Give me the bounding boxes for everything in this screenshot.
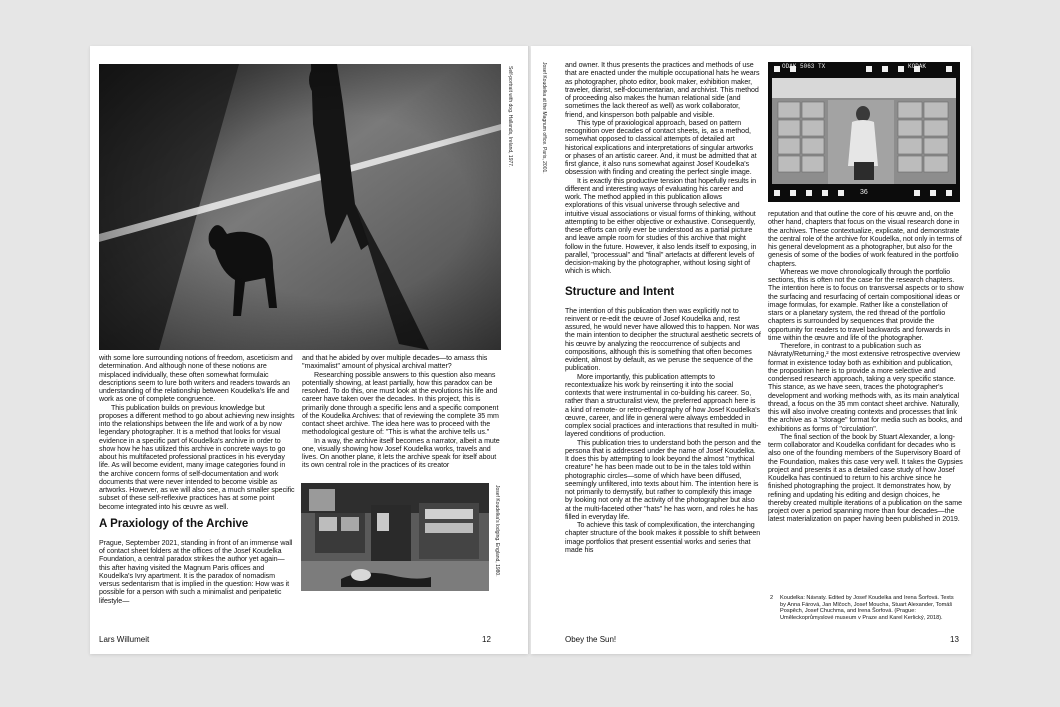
paragraph: This publication tries to understand both the person and the persona that is addressed under the name of Josef Koudelka. It does this by attempting to look beyond the almost "mythical creature" he has been made out to be in the tales told within photographic circles—some of which have been diffused, seemingly unfiltered, into texts about him. The intention here is not primarily to demystify, but rather to complexify this image by looking not only at the activity of the photographer but also at the multi-faceted other "hats" he has worn, and roles he has filled in everyday life.	[565, 438, 761, 521]
paragraph: This type of praxiological approach, based on pattern recognition over decades of contact sheets, is, as a method, somewhat opposed to classical attempts of detailed art historical explications and interpretations of singular artworks or phases of an artistic career. And, it must be admitted that at first glance, it also runs somewhat against Josef Koudelka's obsession with finding and creating the perfect single image.	[565, 118, 757, 177]
footnote-text: Koudelka: Návraty. Edited by Josef Koudelka and Irena Šorfová. Texts by Anna Fárová, Jan Mlčoch, Josef Moucha, Stuart Alexander, Tomáš Pospěch, Josef Chuchma, and Irena Šorfová. (Prague: Uměleckoprůmyslové museum v Praze and Karel Kerlický, 2018).	[780, 595, 954, 621]
paragraph: To achieve this task of complexification, the interchanging chapter structure of the book makes it possible to shift between image portfolios that present essential works and series that made his	[565, 521, 761, 554]
contact-sheet-frame-photo	[768, 62, 960, 202]
film-brand: KODAK	[908, 63, 927, 70]
paragraph: More importantly, this publication attempts to recontextualize his work by reinserting it into the social contexts that were instrumental in co-building his career. So, rather than a structuralist view, the preferred approach here is a kind of remote- or retro-ethnography of how Josef Koudelka's œuvre, career, and life in general were always embedded in complex social practices and interactions that resulted in multi-layered conditions of production.	[565, 372, 761, 439]
paragraph: Prague, September 2021, standing in front of an immense wall of contact sheet folders at the offices of the Josef Koudelka Foundation, a central paradox strikes the author yet again—this after having visited the Magnum Paris offices and Koudelka's Ivry apartment. It is the paradox of nomadism versus sedentarism that is implied in the question: How was it possible for a person with such a minimalist and peripatetic lifestyle—	[99, 538, 293, 605]
paragraph: Researching possible answers to this question also means potentially showing, at least partially, how this paradox can be resolved. To do this, one must look at the evolutions his life and career have taken over the decades. In this project, this is primarily done through a specific lens and a specific component of the Koudelka Archives: that of reviewing the complete 35 mm contact sheet archive. The idea here was to proceed with the methodological gesture of: "This is what the archive tells us."	[302, 370, 499, 437]
section-heading: Structure and Intent	[565, 285, 675, 298]
paragraph: Therefore, in contrast to a publication such as Návraty/Returning,² the most extensive retrospective overview format in existence today both as exhibition and publication, the proposition here is to provide a more selective and condensed research approach, taking a very specific stance. This stance, as we have seen, traces the photographer's development and working methods with, as its main analytical thread, a focus on the 35 mm contact sheet archive. Naturally, this will also involve creating contexts and processes that link the archive as a "storage" format for media such as books, and exhibitions as forms of "circulation".	[768, 342, 963, 433]
right-column-1	[565, 61, 761, 554]
frame-number: 36	[860, 189, 868, 196]
film-edge-code: ODAK 5063 TX	[782, 63, 826, 70]
section-heading: A Praxiology of the Archive	[99, 517, 249, 530]
page-number: 12	[482, 635, 491, 644]
paragraph: The final section of the book by Stuart Alexander, a long-term collaborator and Koudelka confidant for decades who is also one of the founding members of the Supervisory Board of the Foundation, makes this case very well. It takes the Gypsies project and presents it as a detailed case study of how Josef Koudelka has continued to return to his archive since he finished photographing the project. It demonstrates how, by refining and updating his editing and design choices, he thereby created multiple iterations of a publication on the same project over a period spanning more than four decades—the latest materialization on paper having been published in 2019.	[768, 432, 963, 524]
left-column-2	[302, 354, 500, 470]
footnote-number: 2	[770, 595, 774, 601]
left-column-1	[99, 354, 295, 605]
paragraph: Whereas we move chronologically through the portfolio sections, this is often not the case for the research chapters. The intention here is to focus on transversal aspects or to show the surfacing and resurfacing of certain compositional ideas or image formulas, for example. Rather like a constellation of stars or a planetary system, the red thread of the portfolio chapters is surrounded by sequences that provide the opportunity for readers to travel backwards and forwards in time within the œuvre and life of the photographer.	[768, 267, 964, 342]
paragraph: with some lore surrounding notions of freedom, asceticism and determination. And although none of these notions are misplaced individually, these often somewhat formulaic descriptions seem to lure both writers and readers towards an understanding of the relationship between Koudelka's life and work as one of complete congruence.	[99, 354, 293, 404]
photo-caption: Josef Koudelka at the Magnum office. Paris, 2001.	[541, 62, 547, 174]
photo-caption: Self-portrait with dog. Hallands, Ireland, 1977.	[507, 66, 513, 168]
lodging-interior-photo	[301, 483, 489, 591]
running-footer-title: Obey the Sun!	[565, 635, 617, 644]
running-footer-author: Lars Willumeit	[99, 635, 150, 644]
footnote	[770, 595, 960, 621]
paragraph: and that he abided by over multiple decades—to amass this "maximalist" amount of physical archival matter?	[302, 354, 488, 371]
right-column-2	[768, 210, 964, 524]
shadow-self-portrait-photo	[99, 64, 501, 350]
paragraph: and owner. It thus presents the practices and methods of use that are enacted under the multiple occupational hats he wears as photographer, photo editor, book maker, exhibition maker, traveler, diarist, self-documentarian, and archivist. This method of proceeding also makes the human relational side (and sometimes the lack thereof as well) as work collaborator, friend, and kinsperson both palpable and visible.	[565, 61, 760, 119]
paragraph: The intention of this publication then was explicitly not to reinvent or re-edit the œuvre of Josef Koudelka and, rest assured, he would never have allowed this to happen. Nor was the main intention to decipher the structural aesthetic secrets of his œuvre by analyzing the reoccurrence of subjects and compositions, although this is something that often becomes evident, almost by default, as we peruse the sequence of the publication.	[565, 306, 761, 373]
paragraph: In a way, the archive itself becomes a narrator, albeit a mute one, visually showing how Josef Koudelka works, travels and lives. On another plane, it lets the archive speak for itself about its own central role in the practices of its creator	[302, 436, 500, 470]
paragraph: This publication builds on previous knowledge but proposes a different method to go about achieving new insights into the relationships between the life and work of a by now legendary photographer. It is a method that looks for visual evidence in a specific part of Koudelka's archive in order to show how he has utilized this archive in concrete ways to go about his multifaceted professional practices in his everyday life. As will become evident, many image categories found in the archive concern forms of self-documentation and work documents that were never intended to become visible as artworks. However, as we will also see, a much smaller specific subset of these self-reflexive practices has at some point become integrated into his œuvre as well.	[99, 403, 295, 511]
paragraph: It is exactly this productive tension that hopefully results in different and interesting ways of evaluating his career and work. The method applied in this publication allows explorations of this visual universe through selective and intuitive visual associations or visual forms of thinking, without attempting to be either objective or exhaustive. Consequently, these efforts can only ever be understood as a partial picture and leave ample room for studies of this archive that might follow in the future. However, it also lends itself to exposing, in parallel, "processual" and "final" artefacts at different levels of decision-making by the photographer, without losing sight of which is which.	[565, 176, 757, 276]
right-page	[531, 46, 971, 654]
page-number: 13	[950, 635, 959, 644]
paragraph: reputation and that outline the core of his œuvre and, on the other hand, chapters that focus on the visual research done in the archives. These contextualize, explicate, and demonstrate the central role of the archive for Koudelka, not only in terms of his general development as a photographer, but also for the genesis of some of the bodies of work featured in the portfolio chapters.	[768, 210, 962, 268]
photo-caption: Josef Koudelka's lodging. England, 1980.	[494, 485, 500, 577]
left-page	[90, 46, 528, 654]
